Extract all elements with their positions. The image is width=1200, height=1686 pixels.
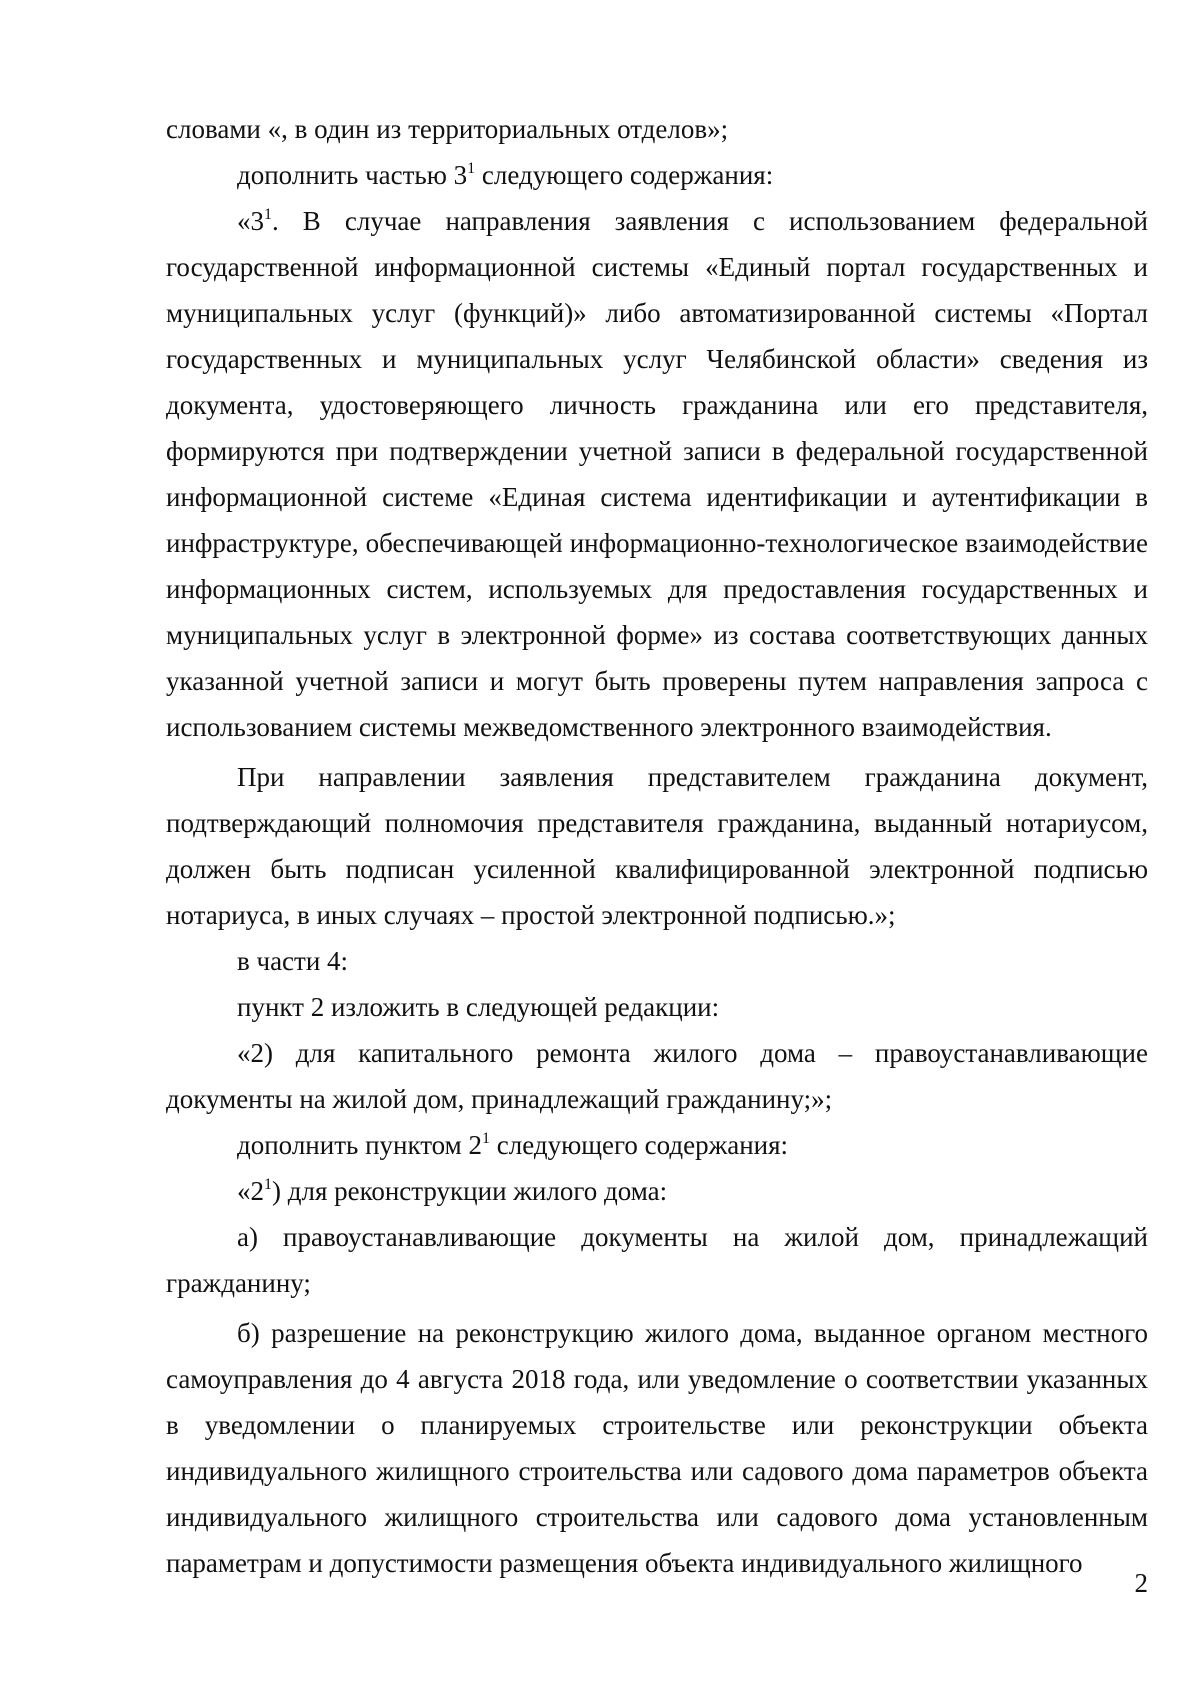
paragraph-2-before: дополнить частью 3 (237, 160, 468, 190)
paragraph-3-after: . В случае направления заявления с использованием федеральной государственной информационной системы «Единый портал государственных и муниципальных услуг (функций)» либо автоматизированной системы «Портал государственных и муниципальных услуг Челябинской области» сведения из документа, удостоверяющего личность гражданина или его представителя, формируются при подтверждении учетной записи в федеральной государственной информационной системе «Единая система идентификации и аутентификации в инфраструктуре, обеспечивающей информационно-технологическое взаимодействие информационных систем, используемых для предоставления государственных и муниципальных услуг в электронной форме» из состава соответствующих данных указанной учетной записи и могут быть проверены путем направления запроса с использованием системы межведомственного электронного взаимодействия. (166, 206, 1148, 742)
paragraph-8-before: дополнить пунктом 2 (237, 1130, 482, 1160)
paragraph-9-before: «2 (237, 1176, 264, 1206)
paragraph-8-superscript: 1 (482, 1130, 490, 1147)
paragraph-9 (166, 1168, 1148, 1214)
paragraph-9-superscript: 1 (264, 1176, 272, 1193)
paragraph-2-superscript: 1 (467, 160, 476, 177)
paragraph-5: в части 4: (237, 946, 349, 976)
paragraph-7: «2) для капитального ремонта жилого дома – правоустанавливающие документы на жилой дом, принадлежащий гражданину;»; (166, 1038, 1148, 1114)
paragraph-10: а) правоустанавливающие документы на жилой дом, принадлежащий гражданину; (166, 1222, 1148, 1298)
paragraph-11: б) разрешение на реконструкцию жилого дома, выданное органом местного самоуправления до 4 августа 2018 года, или уведомление о соответствии указанных в уведомлении о планируемых строительстве или реконструкции объекта индивидуального жилищного строительства или садового дома параметров объекта индивидуального жилищного строительства или садового дома установленным параметрам и допустимости размещения объекта индивидуального жилищного (166, 1318, 1148, 1578)
paragraph-8 (166, 1122, 1148, 1168)
paragraph-3-superscript: 1 (264, 206, 272, 223)
page-number: 2 (1134, 1568, 1148, 1598)
paragraph-4: При направлении заявления представителем гражданина документ, подтверждающий полномочия представителя гражданина, выданный нотариусом, должен быть подписан усиленной квалифицированной электронной подписью нотариуса, в иных случаях – простой электронной подписью.»; (166, 762, 1148, 930)
paragraph-2 (166, 152, 1148, 198)
paragraph-9-after: ) для реконструкции жилого дома: (272, 1176, 668, 1206)
paragraph-1: словами «, в один из территориальных отделов»; (166, 114, 729, 144)
document-body (166, 106, 1148, 1586)
paragraph-3 (166, 198, 1148, 750)
paragraph-8-after: следующего содержания: (490, 1130, 789, 1160)
paragraph-2-after: следующего содержания: (475, 160, 774, 190)
paragraph-3-before: «3 (237, 206, 264, 236)
paragraph-6: пункт 2 изложить в следующей редакции: (237, 992, 720, 1022)
